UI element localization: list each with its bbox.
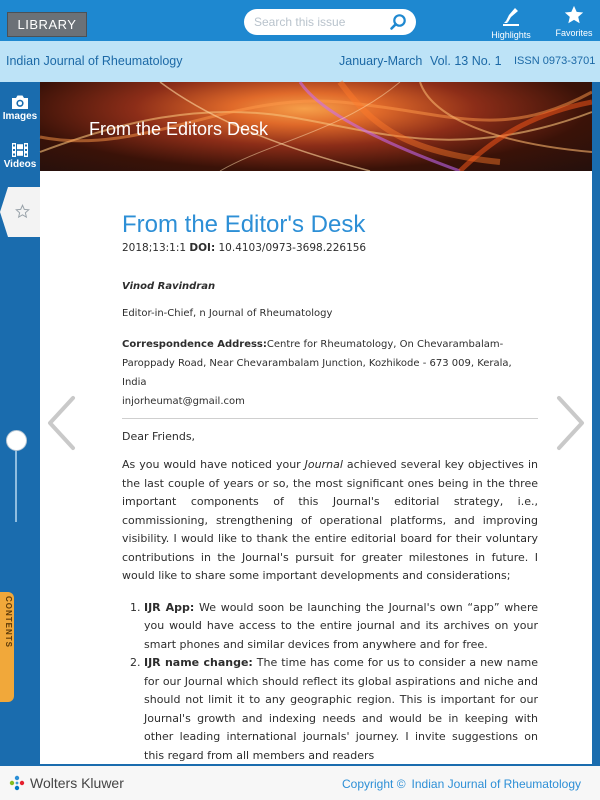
copyright-owner[interactable]: Indian Journal of Rheumatology	[411, 777, 581, 791]
copyright-notice	[342, 777, 581, 791]
library-button[interactable]: LIBRARY	[7, 12, 87, 37]
top-toolbar	[0, 0, 600, 41]
wolters-kluwer-logo	[8, 774, 26, 792]
section-banner	[40, 82, 592, 171]
chevron-left-icon[interactable]	[45, 395, 79, 451]
images-tab[interactable]	[0, 94, 40, 122]
page-slider-handle[interactable]	[6, 430, 27, 451]
highlights-button[interactable]	[481, 4, 541, 41]
correspondence-text: Centre for Rheumatology, On Chevarambalam-Paroppady Road, Near Chevarambalam Junction, Kozhikode - 673 009, Kerala, India	[122, 339, 512, 388]
author-affiliation: Editor-in-Chief, n Journal of Rheumatology	[122, 308, 333, 319]
list-item-heading: IJR App:	[144, 600, 195, 614]
list-item	[144, 654, 538, 765]
copyright-label: Copyright ©	[342, 777, 406, 791]
correspondence-address	[122, 335, 538, 411]
videos-label: Videos	[3, 159, 37, 170]
intro-text-start: As you would have noticed your	[122, 458, 305, 471]
favorites-label: Favorites	[555, 28, 593, 38]
issn: ISSN 0973-3701	[514, 55, 596, 67]
camera-icon	[11, 94, 29, 110]
citation-ref: 2018;13:1:1	[122, 242, 187, 254]
contents-label: CONTENTS	[4, 596, 13, 648]
favorite-article-tab[interactable]	[8, 187, 40, 237]
list-item-heading: IJR name change:	[144, 656, 253, 669]
author-name: Vinod Ravindran	[122, 281, 216, 292]
right-edge-strip	[592, 82, 600, 764]
article-citation	[122, 241, 538, 255]
correspondence-email[interactable]: injorheumat@gmail.com	[122, 396, 245, 407]
list-item-text: We would soon be launching the Journal's own “app” where you would have access to the entire journal and its archives on your smart phones and similar devices from anywhere and for free.	[144, 600, 538, 651]
highlights-label: Highlights	[491, 30, 531, 40]
page-slider-track[interactable]	[15, 442, 17, 522]
journal-name: Indian Journal of Rheumatology	[6, 54, 183, 68]
issue-period: January-March	[339, 54, 423, 68]
developments-list	[122, 599, 538, 784]
salutation: Dear Friends,	[122, 430, 196, 443]
intro-text-end: achieved several key objectives in the last couple of years or so, the most significant ones being in the three important components of this Journal's editorial strategy, i.e., commissioning, strengthening of operational platforms, and improving visibility. I would like to thank the entire editorial board for their voluntary contributions in the Journal's pursuit for greater milestones in future. I would like to share some important developments and considerations;	[122, 458, 538, 582]
correspondence-label: Correspondence Address:	[122, 339, 267, 350]
chevron-right-icon[interactable]	[553, 395, 587, 451]
search-box[interactable]	[244, 9, 416, 35]
volume-number: Vol. 13 No. 1	[430, 54, 502, 68]
images-label: Images	[2, 111, 38, 122]
publisher-name: Wolters Kluwer	[30, 775, 124, 791]
publisher-brand	[8, 774, 124, 792]
film-icon	[11, 142, 29, 158]
highlighter-icon	[499, 4, 523, 28]
doi-value[interactable]: 10.4103/0973-3698.226156	[218, 242, 367, 254]
footer	[0, 764, 600, 800]
intro-paragraph	[122, 456, 538, 586]
article-viewport[interactable]	[40, 171, 592, 764]
favorites-button[interactable]	[548, 4, 600, 41]
contents-tab[interactable]	[0, 592, 14, 702]
intro-italic-journal: Journal	[304, 458, 343, 471]
videos-tab[interactable]	[0, 142, 40, 170]
list-item	[144, 599, 538, 655]
star-outline-icon	[15, 204, 30, 219]
journal-info-bar	[0, 41, 600, 82]
banner-title: From the Editors Desk	[89, 119, 269, 139]
search-input[interactable]	[254, 12, 384, 32]
list-item-text: The time has come for us to consider a new name for our Journal which should reflect its global aspirations and niche and should not limit it to any geographic region. This is important for our Journal's growth and indexing needs and would be in keeping with other leading international journals' journey. I invite suggestions on this regard from all members and readers	[144, 656, 538, 762]
article-body	[122, 211, 538, 784]
search-icon[interactable]	[389, 13, 407, 31]
star-icon	[563, 4, 585, 26]
doi-label: DOI:	[189, 242, 216, 254]
left-sidebar	[0, 82, 40, 764]
article-title: From the Editor's Desk	[122, 211, 366, 238]
section-divider	[122, 418, 538, 419]
